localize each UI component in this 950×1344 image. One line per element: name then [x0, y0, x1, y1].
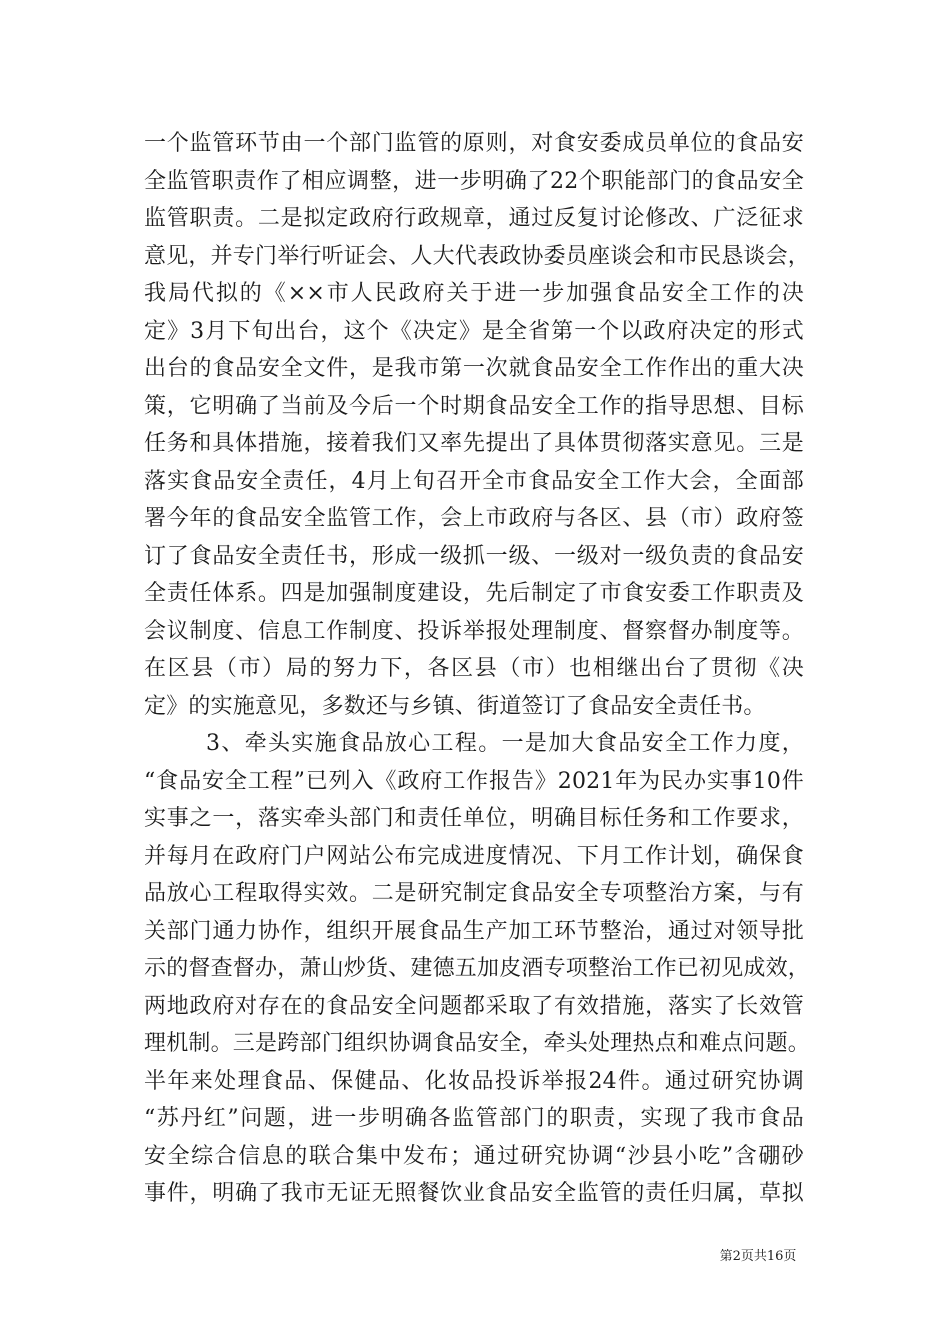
text-line: 安全综合信息的联合集中发布；通过研究协调“沙县小吃”含硼砂 — [144, 1143, 804, 1169]
text-line: 落实食品安全责任，4月上旬召开全市食品安全工作大会，全面部 — [144, 468, 804, 494]
text-line: 事件，明确了我市无证无照餐饮业食品安全监管的责任归属，草拟 — [144, 1181, 804, 1206]
text-line: 实事之一，落实牵头部门和责任单位，明确目标任务和工作要求， — [144, 806, 804, 831]
text-line: 意见，并专门举行听证会、人大代表政协委员座谈会和市民恳谈会， — [144, 243, 811, 269]
text-line: 全责任体系。四是加强制度建设，先后制定了市食安委工作职责及 — [144, 581, 804, 606]
text-line: 品放心工程取得实效。二是研究制定食品安全专项整治方案，与有 — [144, 881, 804, 906]
text-line: 半年来处理食品、保健品、化妆品投诉举报24件。通过研究协调 — [144, 1068, 804, 1094]
text-line: 在区县（市）局的努力下，各区县（市）也相继出台了贯彻《决 — [144, 656, 804, 681]
text-line: 示的督查督办，萧山炒货、建德五加皮酒专项整治工作已初见成效， — [144, 956, 811, 981]
text-line: 策，它明确了当前及今后一个时期食品安全工作的指导思想、目标 — [144, 393, 804, 419]
text-line: 全监管职责作了相应调整，进一步明确了22个职能部门的食品安全 — [144, 168, 804, 194]
text-line: 出台的食品安全文件，是我市第一次就食品安全工作作出的重大决 — [144, 356, 804, 381]
text-line: 任务和具体措施，接着我们又率先提出了具体贯彻落实意见。三是 — [144, 431, 804, 456]
text-line: “食品安全工程”已列入《政府工作报告》2021年为民办实事10件 — [144, 768, 804, 794]
page-footer — [0, 1249, 950, 1265]
text-line: 两地政府对存在的食品安全问题都采取了有效措施，落实了长效管 — [144, 993, 804, 1019]
page-number-indicator: 第2页共16页 — [719, 1249, 797, 1264]
text-line: 理机制。三是跨部门组织协调食品安全，牵头处理热点和难点问题。 — [144, 1031, 811, 1056]
text-line: 关部门通力协作，组织开展食品生产加工环节整治，通过对领导批 — [144, 918, 804, 944]
text-line: 会议制度、信息工作制度、投诉举报处理制度、督察督办制度等。 — [144, 618, 804, 644]
text-line: 定》3月下旬出台，这个《决定》是全省第一个以政府决定的形式 — [144, 318, 804, 344]
text-line: 署今年的食品安全监管工作，会上市政府与各区、县（市）政府签 — [144, 506, 804, 531]
text-line: 定》的实施意见，多数还与乡镇、街道签订了食品安全责任书。 — [144, 693, 766, 719]
text-line: 并每月在政府门户网站公布完成进度情况、下月工作计划，确保食 — [144, 843, 804, 869]
text-line: 我局代拟的《××市人民政府关于进一步加强食品安全工作的决 — [144, 281, 804, 306]
text-line: “苏丹红”问题，进一步明确各监管部门的职责，实现了我市食品 — [144, 1106, 804, 1131]
text-line: 监管职责。二是拟定政府行政规章，通过反复讨论修改、广泛征求 — [144, 206, 804, 231]
text-line: 一个监管环节由一个部门监管的原则，对食安委成员单位的食品安 — [144, 131, 804, 156]
text-line: 3、牵头实施食品放心工程。一是加大食品安全工作力度， — [206, 731, 804, 756]
text-line: 订了食品安全责任书，形成一级抓一级、一级对一级负责的食品安 — [144, 543, 804, 569]
